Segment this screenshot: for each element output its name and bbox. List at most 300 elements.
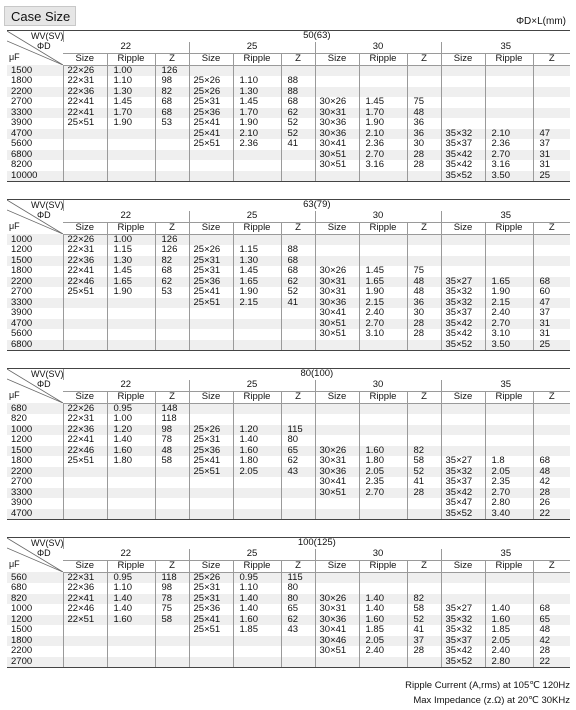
size-header: Size [441, 53, 485, 65]
ripple-cell: 1.00 [107, 414, 155, 425]
impedance-cell [155, 509, 189, 520]
ripple-cell: 2.35 [485, 477, 533, 488]
size-header: Size [441, 222, 485, 234]
size-cell: 35×37 [441, 636, 485, 647]
impedance-cell: 68 [281, 97, 315, 108]
ripple-cell: 2.70 [359, 488, 407, 499]
impedance-cell: 118 [155, 414, 189, 425]
size-cell [315, 425, 359, 436]
ripple-cell [485, 414, 533, 425]
ripple-cell [359, 87, 407, 98]
impedance-cell: 52 [407, 467, 441, 478]
size-cell [189, 403, 233, 414]
size-cell: 35×27 [441, 277, 485, 288]
ripple-cell: 1.60 [107, 615, 155, 626]
size-cell: 35×52 [441, 509, 485, 520]
ripple-cell [107, 340, 155, 351]
ripple-cell [359, 572, 407, 583]
size-cell: 35×32 [441, 287, 485, 298]
size-header: Size [189, 560, 233, 572]
ripple-cell [107, 625, 155, 636]
size-cell: 30×31 [315, 277, 359, 288]
impedance-cell [155, 308, 189, 319]
ripple-cell: 2.15 [485, 298, 533, 309]
impedance-cell [155, 150, 189, 161]
size-cell [189, 65, 233, 76]
size-cell: 35×52 [441, 340, 485, 351]
ripple-cell [233, 340, 281, 351]
size-cell [63, 129, 107, 140]
impedance-cell: 22 [533, 509, 570, 520]
size-cell [63, 308, 107, 319]
ripple-cell [485, 245, 533, 256]
column-header-row [7, 53, 570, 65]
size-cell: 35×42 [441, 329, 485, 340]
impedance-cell [281, 509, 315, 520]
ripple-cell: 1.20 [233, 425, 281, 436]
size-header: Size [315, 222, 359, 234]
ripple-cell: 3.10 [359, 329, 407, 340]
impedance-cell: 48 [407, 277, 441, 288]
ripple-cell [485, 97, 533, 108]
size-cell: 22×41 [63, 435, 107, 446]
ripple-cell [107, 298, 155, 309]
ripple-cell [107, 488, 155, 499]
size-cell: 30×26 [315, 97, 359, 108]
size-cell: 22×41 [63, 266, 107, 277]
size-cell: 25×31 [189, 594, 233, 605]
impedance-cell [155, 298, 189, 309]
voltage-label: 80(100) [63, 369, 570, 380]
impedance-cell [155, 488, 189, 499]
impedance-cell: 98 [155, 76, 189, 87]
impedance-cell: 25 [533, 171, 570, 182]
ripple-cell [359, 498, 407, 509]
impedance-cell: 28 [407, 488, 441, 499]
corner-diagonal [7, 200, 63, 234]
impedance-cell [533, 594, 570, 605]
impedance-cell: 88 [281, 87, 315, 98]
impedance-cell [407, 583, 441, 594]
ripple-cell: 1.60 [359, 446, 407, 457]
size-cell [189, 150, 233, 161]
capacitance-cell: 1800 [11, 266, 33, 277]
ripple-cell: 2.80 [485, 498, 533, 509]
impedance-cell [281, 488, 315, 499]
table-row [7, 108, 570, 119]
ripple-cell: 1.15 [233, 245, 281, 256]
ripple-cell: 1.40 [107, 594, 155, 605]
ripple-cell [233, 65, 281, 76]
impedance-cell [407, 234, 441, 245]
ripple-header: Ripple [359, 53, 407, 65]
capacitance-cell: 1500 [7, 256, 63, 267]
impedance-cell: 88 [281, 245, 315, 256]
size-header: Size [315, 391, 359, 403]
size-cell: 35×42 [441, 488, 485, 499]
impedance-cell: 48 [533, 625, 570, 636]
table-row [7, 308, 570, 319]
ripple-cell: 2.35 [359, 477, 407, 488]
ripple-cell: 2.40 [359, 308, 407, 319]
ripple-cell [107, 498, 155, 509]
table-row [7, 646, 570, 657]
size-cell [441, 583, 485, 594]
size-cell: 22×36 [63, 425, 107, 436]
size-cell: 35×32 [441, 298, 485, 309]
size-cell [63, 498, 107, 509]
size-header: Size [189, 391, 233, 403]
ripple-cell: 1.90 [359, 287, 407, 298]
ripple-header: Ripple [107, 222, 155, 234]
size-cell: 25×31 [189, 256, 233, 267]
ripple-cell [107, 467, 155, 478]
size-cell [63, 657, 107, 668]
table-row [7, 456, 570, 467]
ripple-cell: 2.36 [233, 139, 281, 150]
impedance-cell: 80 [281, 594, 315, 605]
ripple-header: Ripple [485, 222, 533, 234]
impedance-cell [281, 329, 315, 340]
size-cell [441, 76, 485, 87]
impedance-cell: 48 [407, 287, 441, 298]
impedance-cell: 62 [281, 277, 315, 288]
capacitance-cell: 1000 [7, 425, 63, 436]
size-header: Size [441, 391, 485, 403]
impedance-cell: 58 [155, 456, 189, 467]
size-cell [63, 477, 107, 488]
impedance-cell [281, 319, 315, 330]
impedance-cell: 28 [533, 646, 570, 657]
ripple-cell: 1.90 [485, 287, 533, 298]
ripple-cell [233, 477, 281, 488]
impedance-cell: 68 [155, 97, 189, 108]
size-header: Size [315, 53, 359, 65]
impedance-cell: 58 [407, 456, 441, 467]
ripple-cell: 1.60 [233, 446, 281, 457]
table-row [7, 171, 570, 182]
size-cell [63, 171, 107, 182]
ripple-cell [107, 657, 155, 668]
ripple-cell: 2.05 [359, 636, 407, 647]
ripple-cell [107, 509, 155, 520]
size-cell: 35×37 [441, 308, 485, 319]
size-cell: 25×36 [189, 277, 233, 288]
impedance-cell: 26 [533, 498, 570, 509]
impedance-cell: 36 [407, 298, 441, 309]
impedance-cell [533, 234, 570, 245]
corner-diagonal [7, 369, 63, 403]
impedance-cell: 25 [533, 340, 570, 351]
table-row [7, 657, 570, 668]
size-header: Size [63, 391, 107, 403]
size-cell [441, 266, 485, 277]
ripple-cell [107, 319, 155, 330]
size-cell [315, 403, 359, 414]
z-header: Z [281, 53, 315, 65]
voltage-label: 50(63) [63, 31, 570, 42]
impedance-cell [533, 108, 570, 119]
size-cell [441, 234, 485, 245]
diameter-heading: 25 [189, 211, 315, 222]
ripple-cell: 1.00 [107, 234, 155, 245]
impedance-cell: 115 [281, 425, 315, 436]
ripple-cell: 1.40 [233, 435, 281, 446]
capacitance-cell: 10000 [7, 171, 63, 182]
ripple-cell [485, 234, 533, 245]
impedance-cell [533, 266, 570, 277]
size-cell: 25×41 [189, 287, 233, 298]
ripple-cell: 2.10 [359, 129, 407, 140]
ripple-cell [107, 160, 155, 171]
impedance-cell: 31 [533, 329, 570, 340]
ripple-cell [485, 256, 533, 267]
voltage-header-row [7, 369, 570, 380]
size-cell: 22×46 [63, 277, 107, 288]
size-cell [63, 625, 107, 636]
ripple-cell [359, 234, 407, 245]
size-cell [189, 657, 233, 668]
ripple-cell: 1.45 [233, 97, 281, 108]
size-cell: 35×32 [441, 625, 485, 636]
size-cell: 22×26 [63, 403, 107, 414]
diameter-heading: 22 [63, 380, 189, 391]
ripple-cell: 1.10 [233, 583, 281, 594]
size-cell [189, 646, 233, 657]
diameter-label: ΦD [37, 548, 51, 558]
impedance-cell: 82 [155, 87, 189, 98]
ripple-cell: 2.70 [359, 150, 407, 161]
impedance-cell: 78 [155, 435, 189, 446]
impedance-cell: 82 [155, 256, 189, 267]
ripple-cell [359, 414, 407, 425]
ripple-cell [233, 646, 281, 657]
impedance-cell: 52 [281, 129, 315, 140]
column-header-row [7, 391, 570, 403]
size-cell: 25×26 [189, 572, 233, 583]
table-row [7, 509, 570, 520]
impedance-cell: 48 [407, 108, 441, 119]
impedance-cell [155, 467, 189, 478]
size-cell [315, 414, 359, 425]
ripple-cell: 2.05 [359, 467, 407, 478]
size-cell [189, 160, 233, 171]
diameter-heading: 35 [441, 549, 570, 560]
size-cell: 22×46 [63, 446, 107, 457]
impedance-cell: 37 [533, 139, 570, 150]
capacitance-cell: 1200 [11, 245, 33, 256]
ripple-cell: 1.40 [359, 604, 407, 615]
size-cell [63, 509, 107, 520]
size-cell: 22×26 [63, 234, 107, 245]
ripple-cell: 2.05 [485, 467, 533, 478]
ripple-cell: 1.45 [359, 266, 407, 277]
size-cell [189, 488, 233, 499]
diameter-heading: 30 [315, 42, 441, 53]
ripple-cell [485, 118, 533, 129]
impedance-cell [533, 446, 570, 457]
ripple-header: Ripple [359, 560, 407, 572]
ripple-cell [233, 171, 281, 182]
table-row [7, 65, 570, 76]
impedance-cell: 41 [281, 298, 315, 309]
size-cell: 35×42 [441, 646, 485, 657]
table-row [7, 160, 570, 171]
size-cell [441, 594, 485, 605]
size-cell: 25×26 [189, 76, 233, 87]
corner-cell [7, 538, 63, 573]
size-cell: 30×36 [315, 129, 359, 140]
size-cell: 22×46 [63, 604, 107, 615]
impedance-cell: 37 [533, 308, 570, 319]
diameter-header-row [7, 549, 570, 560]
table-row [7, 604, 570, 615]
ripple-cell: 3.40 [485, 509, 533, 520]
impedance-cell [407, 572, 441, 583]
size-cell: 25×26 [189, 425, 233, 436]
ripple-header: Ripple [233, 560, 281, 572]
impedance-cell [407, 498, 441, 509]
impedance-cell: 115 [281, 572, 315, 583]
ripple-cell: 1.60 [233, 615, 281, 626]
ripple-cell: 1.70 [233, 108, 281, 119]
impedance-cell [155, 340, 189, 351]
size-cell: 22×41 [63, 594, 107, 605]
impedance-cell: 22 [533, 657, 570, 668]
voltage-header-row [7, 31, 570, 42]
size-cell: 30×36 [315, 467, 359, 478]
ripple-cell: 1.80 [233, 456, 281, 467]
ripple-cell [485, 583, 533, 594]
impedance-cell [407, 245, 441, 256]
ripple-header: Ripple [233, 53, 281, 65]
ripple-cell: 1.80 [359, 456, 407, 467]
diameter-heading: 25 [189, 549, 315, 560]
size-cell: 22×31 [63, 245, 107, 256]
size-cell: 25×36 [189, 604, 233, 615]
size-cell: 30×26 [315, 266, 359, 277]
impedance-cell: 126 [155, 65, 189, 76]
impedance-cell: 28 [407, 319, 441, 330]
ripple-cell: 1.30 [107, 87, 155, 98]
impedance-cell [155, 329, 189, 340]
size-cell: 35×32 [441, 129, 485, 140]
size-cell: 25×26 [189, 87, 233, 98]
size-cell [189, 234, 233, 245]
impedance-cell: 82 [407, 594, 441, 605]
ripple-cell: 2.70 [359, 319, 407, 330]
ripple-cell: 2.15 [233, 298, 281, 309]
ripple-cell [359, 76, 407, 87]
impedance-cell: 47 [533, 129, 570, 140]
size-cell [441, 65, 485, 76]
z-header: Z [533, 560, 570, 572]
ripple-cell [485, 108, 533, 119]
ripple-cell [233, 636, 281, 647]
size-header: Size [63, 53, 107, 65]
size-header: Size [315, 560, 359, 572]
impedance-cell: 47 [533, 298, 570, 309]
table-row [7, 625, 570, 636]
ripple-cell: 0.95 [233, 572, 281, 583]
size-cell [441, 97, 485, 108]
size-cell [315, 435, 359, 446]
ripple-cell: 1.85 [485, 625, 533, 636]
size-cell: 25×36 [189, 446, 233, 457]
wv-label: WV(SV) [31, 200, 63, 210]
impedance-cell [407, 435, 441, 446]
size-cell: 30×41 [315, 477, 359, 488]
capacitance-cell: 5600 [11, 329, 33, 340]
ripple-cell [107, 308, 155, 319]
capacitance-cell: 3900 [11, 498, 33, 509]
capacitance-label: μF [9, 390, 20, 400]
size-cell: 30×26 [315, 594, 359, 605]
ripple-cell: 2.70 [485, 319, 533, 330]
capacitance-cell: 5600 [11, 139, 33, 150]
ripple-cell: 1.90 [107, 287, 155, 298]
impedance-cell: 118 [155, 572, 189, 583]
ripple-cell: 1.45 [107, 97, 155, 108]
size-cell [315, 234, 359, 245]
impedance-cell [407, 171, 441, 182]
size-cell: 22×41 [63, 97, 107, 108]
size-cell: 30×51 [315, 488, 359, 499]
impedance-cell [533, 65, 570, 76]
capacitance-cell: 820 [11, 414, 27, 425]
impedance-cell [533, 414, 570, 425]
impedance-cell: 65 [533, 615, 570, 626]
ripple-cell [359, 509, 407, 520]
size-cell [441, 435, 485, 446]
size-cell [315, 245, 359, 256]
ripple-cell: 0.95 [107, 572, 155, 583]
size-cell: 22×51 [63, 615, 107, 626]
table-row [7, 467, 570, 478]
size-cell: 25×36 [189, 108, 233, 119]
impedance-cell [155, 657, 189, 668]
size-cell: 30×41 [315, 139, 359, 150]
impedance-cell: 80 [281, 435, 315, 446]
capacitance-cell: 1800 [11, 76, 33, 87]
size-cell: 25×41 [189, 118, 233, 129]
size-cell: 35×42 [441, 319, 485, 330]
size-cell [63, 139, 107, 150]
impedance-cell: 30 [407, 308, 441, 319]
size-cell: 30×31 [315, 108, 359, 119]
size-cell [63, 340, 107, 351]
size-cell [315, 87, 359, 98]
impedance-note: Max Impedance (z.Ω) at 20℃ 30KHz [413, 695, 570, 706]
spec-table [7, 199, 570, 351]
size-cell: 35×52 [441, 657, 485, 668]
size-cell [315, 171, 359, 182]
ripple-cell [233, 308, 281, 319]
capacitance-cell: 1000 [11, 604, 33, 615]
size-cell: 35×47 [441, 498, 485, 509]
ripple-cell [359, 245, 407, 256]
table-row [7, 298, 570, 309]
impedance-cell: 82 [407, 446, 441, 457]
impedance-cell: 60 [533, 287, 570, 298]
ripple-cell: 2.70 [485, 488, 533, 499]
ripple-header: Ripple [485, 560, 533, 572]
capacitance-cell: 680 [7, 403, 63, 414]
ripple-cell: 1.30 [233, 256, 281, 267]
wv-label: WV(SV) [31, 538, 63, 548]
z-header: Z [155, 560, 189, 572]
diameter-heading: 35 [441, 380, 570, 391]
